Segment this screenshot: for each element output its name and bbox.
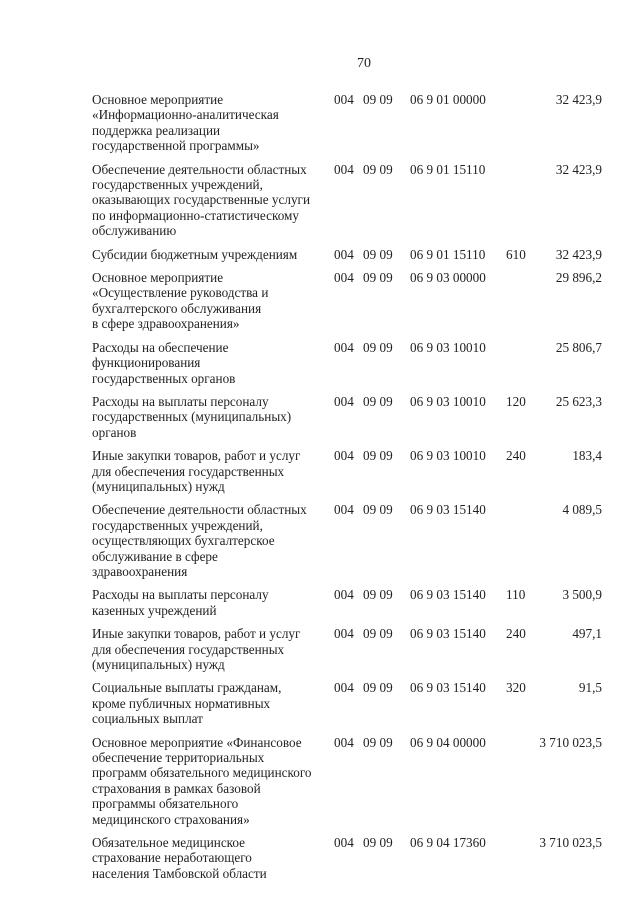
admin-code: 004 <box>334 626 354 642</box>
row-description: Расходы на обеспечение функционирования государственных органов <box>92 339 236 386</box>
amount: 183,4 <box>572 448 602 464</box>
admin-code: 004 <box>334 680 354 696</box>
section-code: 09 09 <box>363 502 393 518</box>
table-row <box>0 394 640 440</box>
section-code: 09 09 <box>363 734 393 750</box>
target-code: 06 9 01 00000 <box>410 92 486 107</box>
section-code: 09 09 <box>363 393 393 409</box>
section-code: 09 09 <box>363 587 393 603</box>
expense-type-code: 240 <box>506 626 526 642</box>
table-row <box>0 92 640 154</box>
table-row <box>0 502 640 579</box>
section-code: 09 09 <box>363 270 393 286</box>
row-description: Основное мероприятие «Информационно-аналитическая поддержка реализации государственной программы» <box>92 92 279 154</box>
budget-table <box>0 92 640 889</box>
target-code: 06 9 03 15140 <box>410 626 486 642</box>
row-description: Обязательное медицинское страхование неработающего населения Тамбовской области <box>92 835 267 881</box>
admin-code: 004 <box>334 448 354 464</box>
row-description: Обеспечение деятельности областных государственных учреждений, оказывающих государственные услуги по информационно-статистическому обслуживанию <box>92 161 311 239</box>
row-description: Социальные выплаты гражданам, кроме публичных нормативных социальных выплат <box>92 680 282 727</box>
table-row <box>0 247 640 262</box>
section-code: 09 09 <box>363 448 393 464</box>
row-description: Субсидии бюджетным учреждениям <box>92 246 298 262</box>
amount: 91,5 <box>578 680 602 696</box>
admin-code: 004 <box>334 339 354 355</box>
admin-code: 004 <box>334 734 354 750</box>
table-row <box>0 835 640 881</box>
amount: 25 806,7 <box>555 339 602 355</box>
row-description: Расходы на выплаты персоналу казенных учреждений <box>92 587 269 618</box>
section-code: 09 09 <box>363 161 393 177</box>
amount: 3 710 023,5 <box>539 835 602 851</box>
amount: 32 423,9 <box>555 92 602 107</box>
target-code: 06 9 04 17360 <box>410 835 486 851</box>
target-code: 06 9 03 10010 <box>410 393 486 409</box>
admin-code: 004 <box>334 393 354 409</box>
row-description: Иные закупки товаров, работ и услуг для обеспечения государственных (муниципальных) нужд <box>92 626 301 672</box>
admin-code: 004 <box>334 92 354 107</box>
target-code: 06 9 01 15110 <box>410 246 486 262</box>
row-description: Основное мероприятие «Осуществление руководства и бухгалтерского обслуживания в сфере здравоохранения» <box>92 270 269 332</box>
row-description: Расходы на выплаты персоналу государственных (муниципальных) органов <box>92 393 292 440</box>
table-row <box>0 448 640 494</box>
table-row <box>0 587 640 618</box>
target-code: 06 9 04 00000 <box>410 734 486 750</box>
expense-type-code: 240 <box>506 448 526 464</box>
target-code: 06 9 03 15140 <box>410 680 486 696</box>
table-row <box>0 340 640 386</box>
amount: 3 710 023,5 <box>539 734 602 750</box>
expense-type-code: 120 <box>506 393 526 409</box>
table-row <box>0 270 640 332</box>
page-number: 70 <box>357 56 371 71</box>
amount: 32 423,9 <box>555 246 602 262</box>
table-row <box>0 735 640 827</box>
section-code: 09 09 <box>363 92 393 107</box>
target-code: 06 9 01 15110 <box>410 161 486 177</box>
target-code: 06 9 03 15140 <box>410 502 486 518</box>
amount: 3 500,9 <box>562 587 602 603</box>
row-description: Основное мероприятие «Финансовое обеспечение территориальных программ обязательного медицинского страхования в рамках базовой программы обязательного медицинского страхования» <box>92 734 312 827</box>
section-code: 09 09 <box>363 835 393 851</box>
section-code: 09 09 <box>363 680 393 696</box>
admin-code: 004 <box>334 270 354 286</box>
target-code: 06 9 03 00000 <box>410 270 486 286</box>
admin-code: 004 <box>334 161 354 177</box>
admin-code: 004 <box>334 835 354 851</box>
target-code: 06 9 03 15140 <box>410 587 486 603</box>
table-row <box>0 680 640 726</box>
table-row <box>0 162 640 239</box>
amount: 497,1 <box>572 626 602 642</box>
amount: 29 896,2 <box>555 270 602 286</box>
table-row <box>0 626 640 672</box>
admin-code: 004 <box>334 246 354 262</box>
section-code: 09 09 <box>363 339 393 355</box>
expense-type-code: 110 <box>506 587 526 603</box>
admin-code: 004 <box>334 587 354 603</box>
amount: 25 623,3 <box>555 393 602 409</box>
amount: 32 423,9 <box>555 161 602 177</box>
expense-type-code: 610 <box>506 246 526 262</box>
admin-code: 004 <box>334 502 354 518</box>
amount: 4 089,5 <box>562 502 602 518</box>
target-code: 06 9 03 10010 <box>410 339 486 355</box>
row-description: Иные закупки товаров, работ и услуг для обеспечения государственных (муниципальных) нужд <box>92 448 301 494</box>
target-code: 06 9 03 10010 <box>410 448 486 464</box>
row-description: Обеспечение деятельности областных государственных учреждений, осуществляющих бухгалтерское обслуживание в сфере здравоохранения <box>92 502 307 579</box>
expense-type-code: 320 <box>506 680 526 696</box>
section-code: 09 09 <box>363 246 393 262</box>
section-code: 09 09 <box>363 626 393 642</box>
